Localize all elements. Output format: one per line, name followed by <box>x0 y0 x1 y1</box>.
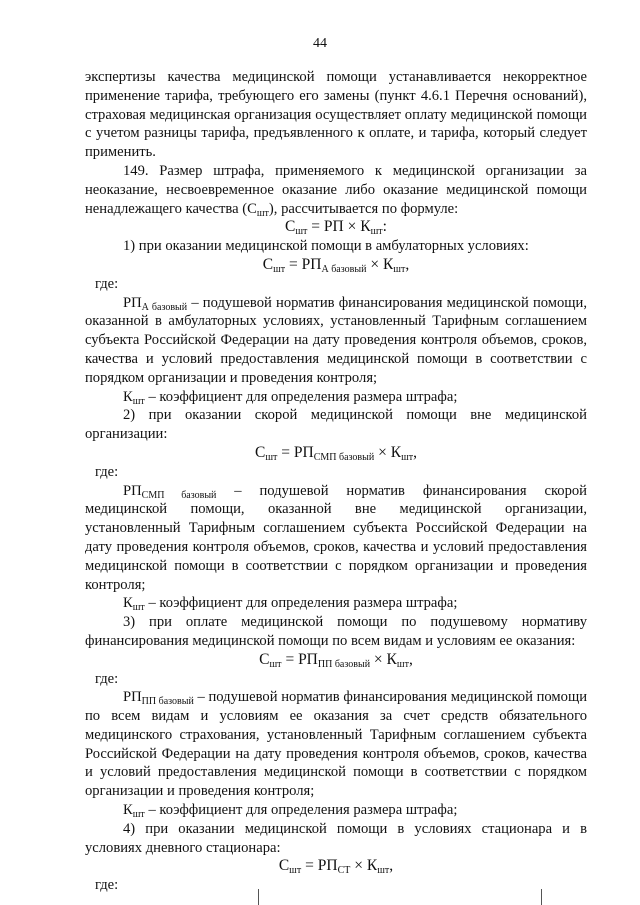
k-definition-3: $К_{шт}$ – коэффициент для определения размера штрафа; <box>123 802 458 821</box>
paragraph-intro: экспертизы качества медицинской помощи устанавливается некорректное применение тарифа, требующего его замены (пункт 4.6.1 Перечня оснований), страховая медицинская организация осуществляет оплату медицинской помощи с учетом разницы тарифа, предъявленного к оплате, и тарифа, который следует применить. <box>85 69 587 161</box>
paragraph-149 <box>85 162 587 218</box>
scan-mark-left <box>258 889 259 905</box>
document-body <box>85 68 587 895</box>
definition-3: $РП_{ПП базовый}$ – подушевой норматив финансирования медицинской помощи по всем видам и условиям ее оказания за счет средств обязательного медицинского страхования, установленный Тарифным соглашением субъекта Российской Федерации на дату проведения контроля объемов, сроков, качества и условий предоставления медицинской помощи в соответствии с порядком организации и проведения контроля; <box>85 689 588 800</box>
formula-3: $С_{шт} = РП_{ПП базовый} \times К_{шт}$, <box>259 650 413 670</box>
item-4: 4) при оказании медицинской помощи в условиях стационара и в условиях дневного стационара: <box>85 820 587 856</box>
item-2: 2) при оказании скорой медицинской помощи вне медицинской организации: <box>85 407 587 443</box>
formula-main: $С_{шт}$ = РП × $К_{шт}$: <box>285 218 387 238</box>
formula-4: $С_{шт} = РП_{СТ} \times К_{шт}$, <box>278 857 394 877</box>
k-definition-2: $К_{шт}$ – коэффициент для определения размера штрафа; <box>123 595 458 614</box>
definition-2: $РП_{СМП базовый}$ – подушевой норматив финансирования скорой медицинской помощи, оказанной вне медицинской организации, установленный Тарифным соглашением субъекта Российской Федерации на дату проведения контроля объемов, сроков, качества и условий предоставления медицинской помощи в соответствии с порядком организации и проведения контроля; <box>85 482 587 593</box>
paragraph-149-subscript: шт <box>256 207 269 219</box>
where-3: где: <box>95 670 119 687</box>
scan-mark-right <box>541 889 542 905</box>
item-1: 1) при оказании медицинской помощи в амбулаторных условиях: <box>123 238 529 255</box>
where-1: где: <box>95 275 119 292</box>
where-4: где: <box>95 877 119 894</box>
k-definition-1: $К_{шт}$ – коэффициент для определения размера штрафа; <box>123 388 458 407</box>
paragraph-149-suffix: ), рассчитывается по формуле: <box>268 200 459 217</box>
formula-2: $С_{шт} = РП_{СМП базовый} \times К_{шт}$, <box>254 443 418 463</box>
item-3: 3) при оплате медицинской помощи по подушевому нормативу финансирования медицинской помощи по всем видам и условиям ее оказания: <box>85 614 587 649</box>
definition-1: $РП_{А базовый}$ – подушевой норматив финансирования медицинской помощи, оказанной в амбулаторных условиях, установленный Тарифным соглашением субъекта Российской Федерации на дату проведения контроля объемов, сроков, качества и условий предоставления медицинской помощи в соответствии с порядком организации и проведения контроля; <box>85 294 587 386</box>
formula-1: $С_{шт} = РП_{А базовый} \times К_{шт}$, <box>262 255 410 275</box>
where-2: где: <box>95 463 119 480</box>
page-number: 44 <box>313 36 327 51</box>
paragraph-149-prefix: 149. Размер штрафа, применяемого к медицинской организации за неоказание, несвоевременное оказание либо оказание медицинской помощи ненадлежащего качества (С <box>85 162 587 217</box>
